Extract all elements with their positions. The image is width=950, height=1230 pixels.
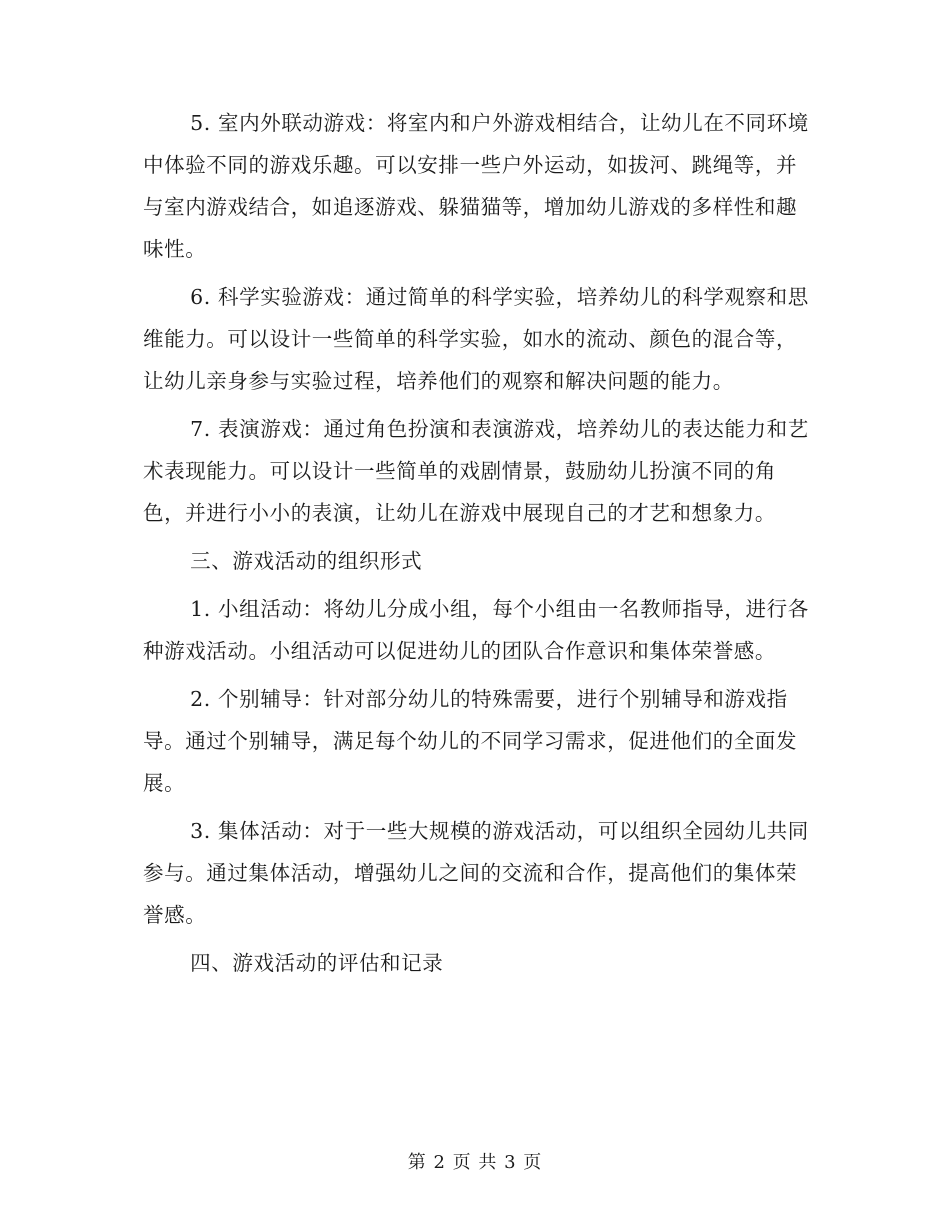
document-body: [143, 102, 813, 990]
paragraph-group-activity: 1. 小组活动：将幼儿分成小组，每个小组由一名教师指导，进行各种游戏活动。小组活动可以促进幼儿的团队合作意识和集体荣誉感。: [143, 597, 809, 663]
paragraph-collective-activity: 3. 集体活动：对于一些大规模的游戏活动，可以组织全园幼儿共同参与。通过集体活动，增强幼儿之间的交流和合作，提高他们的集体荣誉感。: [143, 819, 809, 927]
paragraph-outdoor-indoor-games: 5. 室内外联动游戏：将室内和户外游戏相结合，让幼儿在不同环境中体验不同的游戏乐趣。可以安排一些户外运动，如拔河、跳绳等，并与室内游戏结合，如追逐游戏、躲猫猫等，增加幼儿游戏的多样性和趣味性。: [143, 111, 809, 261]
section-heading-organization: 三、游戏活动的组织形式: [190, 549, 423, 573]
paragraph-performance-games: 7. 表演游戏：通过角色扮演和表演游戏，培养幼儿的表达能力和艺术表现能力。可以设计一些简单的戏剧情景，鼓励幼儿扮演不同的角色，并进行小小的表演，让幼儿在游戏中展现自己的才艺和想象力。: [143, 417, 809, 525]
paragraph-individual-guidance: 2. 个别辅导：针对部分幼儿的特殊需要，进行个别辅导和游戏指导。通过个别辅导，满足每个幼儿的不同学习需求，促进他们的全面发展。: [143, 687, 798, 795]
page-number-footer: 第 2 页 共 3 页: [407, 1152, 543, 1173]
section-heading-evaluation: 四、游戏活动的评估和记录: [190, 951, 444, 975]
paragraph-science-games: 6. 科学实验游戏：通过简单的科学实验，培养幼儿的科学观察和思维能力。可以设计一些简单的科学实验，如水的流动、颜色的混合等，让幼儿亲身参与实验过程，培养他们的观察和解决问题的能力。: [143, 285, 809, 393]
